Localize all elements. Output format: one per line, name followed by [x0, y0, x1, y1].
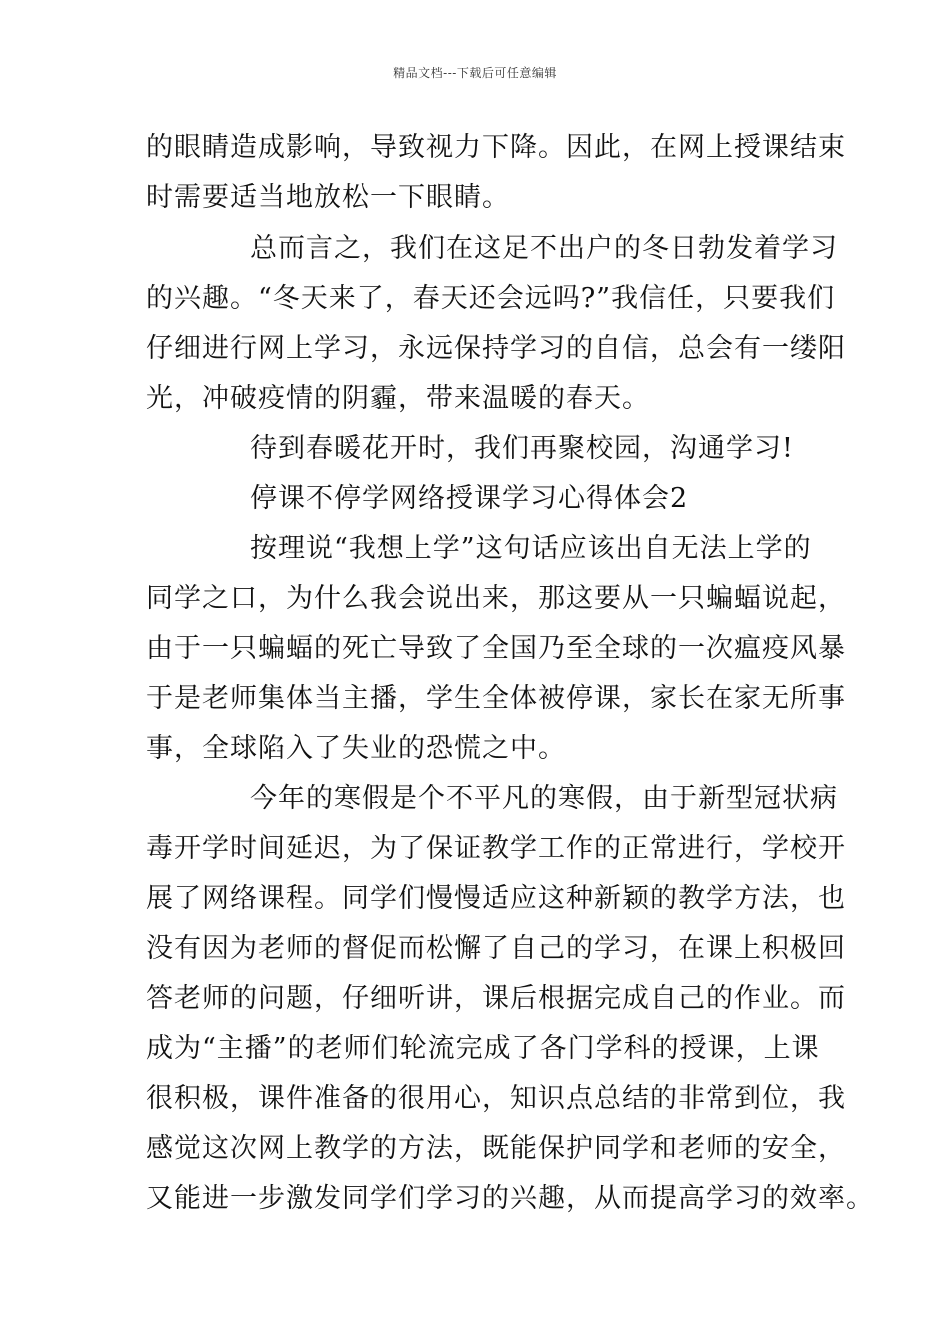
paragraph-line: 按理说“我想上学”这句话应该出自无法上学的 — [250, 533, 812, 564]
paragraph-line: 总而言之，我们在这足不出户的冬日勃发着学习 — [250, 233, 838, 264]
paragraph-line: 时需要适当地放松一下眼睛。 — [146, 182, 510, 213]
paragraph-line: 今年的寒假是个不平凡的寒假，由于新型冠状病 — [250, 783, 838, 814]
paragraph-line: 很积极，课件准备的很用心，知识点总结的非常到位，我 — [146, 1083, 846, 1114]
paragraph-line: 成为“主播”的老师们轮流完成了各门学科的授课，上课 — [146, 1033, 820, 1064]
page-header: 精品文档---下载后可任意编辑 — [393, 66, 557, 80]
paragraph-line: 答老师的问题，仔细听讲，课后根据完成自己的作业。而 — [146, 983, 846, 1014]
paragraph-line: 感觉这次网上教学的方法，既能保护同学和老师的安全， — [146, 1133, 846, 1164]
paragraph-line: 展了网络课程。同学们慢慢适应这种新颖的教学方法，也 — [146, 883, 846, 914]
paragraph-line: 于是老师集体当主播，学生全体被停课，家长在家无所事 — [146, 683, 846, 714]
paragraph-line: 毒开学时间延迟，为了保证教学工作的正常进行，学校开 — [146, 833, 846, 864]
paragraph-line: 待到春暖花开时，我们再聚校园，沟通学习! — [250, 433, 794, 464]
paragraph-line: 事，全球陷入了失业的恐慌之中。 — [146, 733, 566, 764]
paragraph-line: 同学之口，为什么我会说出来，那这要从一只蝙蝠说起， — [146, 583, 846, 614]
paragraph-line: 的眼睛造成影响，导致视力下降。因此，在网上授课结束 — [146, 132, 846, 163]
paragraph-line: 没有因为老师的督促而松懈了自己的学习，在课上积极回 — [146, 933, 846, 964]
paragraph-line: 仔细进行网上学习，永远保持学习的自信，总会有一缕阳 — [146, 333, 846, 364]
paragraph-line: 又能进一步激发同学们学习的兴趣，从而提高学习的效率。 — [146, 1183, 874, 1214]
section-heading: 停课不停学网络授课学习心得体会2 — [250, 483, 689, 514]
paragraph-line: 光，冲破疫情的阴霾，带来温暖的春天。 — [146, 383, 650, 414]
paragraph-line: 由于一只蝙蝠的死亡导致了全国乃至全球的一次瘟疫风暴 — [146, 633, 846, 664]
paragraph-line: 的兴趣。“冬天来了，春天还会远吗?”我信任，只要我们 — [146, 283, 836, 314]
